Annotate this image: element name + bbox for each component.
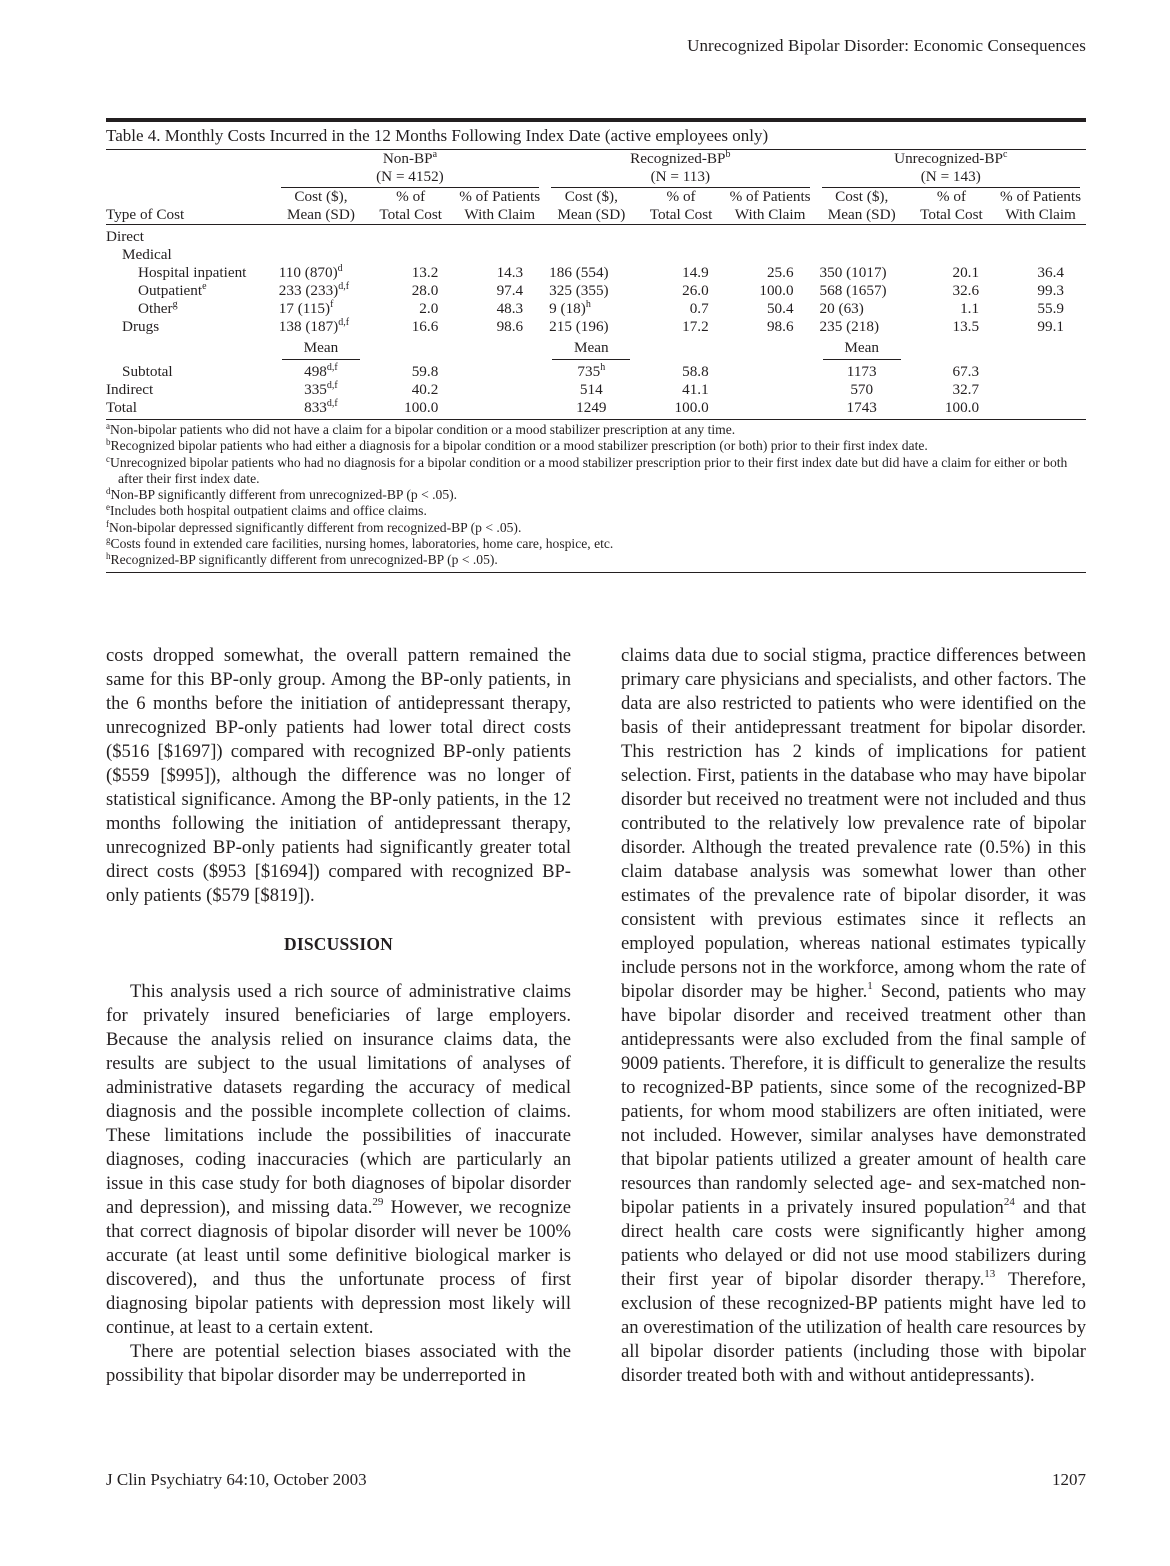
- citation: 1: [867, 980, 873, 992]
- pct-patients-cell: 97.4: [496, 282, 524, 299]
- pct-total-cell: 20.1: [952, 264, 980, 281]
- col-header-pct: % of Total Cost: [637, 188, 724, 225]
- pct-patients-cell: 36.4: [1037, 264, 1064, 281]
- paragraph: claims data due to social stigma, practice differences between primary care physicians and specialists, and other factors. The data are also restricted to patients who were identified on the basis of their antidepressant treatment for bipolar disorder. This restriction has 2 kinds of implications for patient selection. First, patients in the database who may have bipolar disorder but received no treatment were not included and thus contributed to the relatively low prevalence rate of bipolar disorder. Although the treated prevalence rate (0.5%) in this claim database analysis was somewhat lower than other estimates of the prevalence rate of bipolar disorder, it was consistent with previous estimates since it reflects an employed population, whereas national estimates typically include persons not in the workforce, among whom the rate of bipolar disorder may be higher.$^1$ Second, patients who may have bipolar disorder and received treatment other than antidepressants were also excluded from the final sample of 9009 patients. Therefore, it is difficult to generalize the results to recognized-BP patients, since some of the recognized-BP patients, for whom mood stabilizers are often initiated, were not included. However, similar analyses have demonstrated that bipolar patients utilized a greater amount of health care resources than randomly selected age- and sex-matched non-bipolar patients in a privately insured population$^{24}$ and that direct health care costs were significantly higher among patients who delayed or did not use mood stabilizers during their first year of bipolar disorder therapy.$^{13}$ Therefore, exclusion of these recognized-BP patients might have led to an overestimation of the utilization of health care resources by all bipolar disorder patients (including those with bipolar disorder treated both with and without antidepressants).: [621, 645, 1086, 1386]
- pct-patients-cell: 48.3: [496, 300, 524, 317]
- right-column: [621, 644, 1086, 1388]
- col-header-patients: % of Patients With Claim: [995, 188, 1086, 225]
- footnote: $^f$Non-bipolar depressed significantly different from recognized-BP (p < .05).: [106, 518, 522, 535]
- mean-cell: 1743: [846, 399, 877, 416]
- citation: 29: [372, 1196, 384, 1208]
- mean-cell: 833$^{d,f}$: [304, 398, 338, 416]
- table-row: [106, 381, 1086, 399]
- cost-cell: 138 $(187)^{d,f}$: [278, 317, 350, 335]
- table-row: [106, 363, 1086, 381]
- cost-cell: 215 (196): [549, 318, 609, 335]
- pct-total-cell: 100.0: [404, 399, 439, 416]
- table-row: [106, 318, 1086, 336]
- pct-total-cell: 16.6: [411, 318, 439, 335]
- row-label: Indirect: [106, 381, 154, 398]
- row-label: Other$^g$: [138, 299, 178, 317]
- mean-cell: 735$^h$: [577, 362, 606, 380]
- footnote: $^d$Non-BP significantly different from unrecognized-BP (p < .05).: [106, 486, 458, 503]
- pct-patients-cell: 100.0: [759, 282, 794, 299]
- column-header-row: [106, 188, 1086, 225]
- mean-cell: 570: [850, 381, 874, 398]
- pct-total-cell: 1.1: [960, 300, 980, 317]
- pct-patients-cell: 25.6: [766, 264, 794, 281]
- mean-label-row: [106, 336, 1086, 363]
- journal-citation: J Clin Psychiatry 64:10, October 2003: [106, 1470, 367, 1489]
- pct-patients-cell: 55.9: [1037, 300, 1064, 317]
- col-header-patients: % of Patients With Claim: [725, 188, 816, 225]
- pct-patients-cell: 50.4: [766, 300, 794, 317]
- footnote: $^a$Non-bipolar patients who did not have a claim for a bipolar condition or a mood stabilizer prescription at any time.: [106, 421, 736, 437]
- col-header-cost: Cost ($), Mean (SD): [545, 188, 637, 225]
- mean-label: Mean: [552, 339, 630, 360]
- cost-cell: 568 (1657): [819, 282, 887, 299]
- pct-total-cell: 100.0: [944, 399, 980, 416]
- table-4: [106, 118, 1086, 573]
- citation: 24: [1003, 1196, 1015, 1208]
- pct-total-cell: 28.0: [411, 282, 439, 299]
- pct-total-cell: 32.6: [952, 282, 980, 299]
- mean-label: Mean: [823, 339, 901, 360]
- pct-total-cell: 41.1: [682, 381, 709, 398]
- group-header-recognized: Recognized-$BP^b$ (N = 113): [545, 150, 815, 188]
- footnote: $^c$Unrecognized bipolar patients who had no diagnosis for a bipolar condition or a mood stabilizer prescription prior to their first index date but did have a claim for either or both after their first index date.: [106, 453, 1068, 486]
- pct-patients-cell: 14.3: [496, 264, 524, 281]
- cost-cell: 9 $(18)^h$: [549, 299, 591, 317]
- col-header-type: Type of Cost: [106, 188, 275, 225]
- pct-total-cell: 13.5: [952, 318, 980, 335]
- costs-table: [106, 150, 1086, 419]
- footnote: $^h$Recognized-BP significantly different from unrecognized-BP (p < .05).: [106, 551, 498, 568]
- row-label: Subtotal: [122, 363, 173, 380]
- row-label: Total: [106, 399, 137, 416]
- pct-total-cell: 26.0: [682, 282, 709, 299]
- pct-total-cell: 0.7: [689, 300, 709, 317]
- table-row: [106, 300, 1086, 318]
- table-row: [106, 399, 1086, 419]
- pct-total-cell: 13.2: [411, 264, 439, 281]
- col-header-patients: % of Patients With Claim: [454, 188, 545, 225]
- group-header-row: [106, 150, 1086, 188]
- footnote: $^b$Recognized bipolar patients who had either a diagnosis for a bipolar condition or a mood stabilizer prescription (or both) prior to their first index date.: [106, 437, 928, 454]
- paragraph: costs dropped somewhat, the overall pattern remained the same for this BP-only group. Among the BP-only patients, in the 6 months before the initiation of antidepressant therapy, unrecognized BP-only patients had lower total direct costs ($516 [$1697]) compared with recognized BP-only patients ($559 [$995]), although the difference was no longer of statistical significance. Among the BP-only patients, in the 12 months following the initiation of antidepressant therapy, unrecognized BP-only patients had significantly greater total direct costs ($953 [$1694]) compared with recognized BP-only patients ($579 [$819]).: [106, 645, 571, 906]
- pct-total-cell: 2.0: [419, 300, 439, 317]
- pct-total-cell: 32.7: [952, 381, 980, 398]
- mean-cell: 1173: [846, 363, 877, 380]
- cost-cell: 17 $(115)^f$: [278, 299, 334, 317]
- cost-cell: 20 (63): [819, 300, 864, 317]
- group-header-nonbp: Non-$BP^a$ (N = 4152): [275, 150, 545, 188]
- cost-cell: 186 (554): [549, 264, 609, 281]
- citation: 13: [984, 1268, 996, 1280]
- pct-patients-cell: 98.6: [766, 318, 794, 335]
- table-title: Table 4. Monthly Costs Incurred in the 12 Months Following Index Date (active employees only): [106, 122, 1086, 150]
- table-row: [106, 264, 1086, 282]
- cost-cell: 325 (355): [549, 282, 609, 299]
- group-header-unrecognized: Unrecognized-$BP^c$ (N = 143): [816, 150, 1086, 188]
- row-label: Drugs: [122, 318, 160, 335]
- cost-cell: 110 $(870)^d$: [278, 263, 343, 281]
- table-footnotes: [106, 419, 1086, 573]
- row-label: Hospital inpatient: [138, 264, 247, 281]
- pct-total-cell: 40.2: [411, 381, 439, 398]
- table-row-medical: Medical: [122, 246, 172, 263]
- col-header-cost: Cost ($), Mean (SD): [816, 188, 908, 225]
- mean-cell: 498$^{d,f}$: [304, 362, 338, 380]
- pct-patients-cell: 99.3: [1037, 282, 1064, 299]
- pct-total-cell: 17.2: [682, 318, 709, 335]
- footnote: $^g$Costs found in extended care facilities, nursing homes, laboratories, home care, hospice, etc.: [106, 535, 614, 552]
- pct-patients-cell: 99.1: [1037, 318, 1064, 335]
- section-heading-discussion: DISCUSSION: [284, 934, 393, 954]
- col-header-cost: Cost ($), Mean (SD): [275, 188, 367, 225]
- col-header-pct: % of Total Cost: [908, 188, 995, 225]
- running-head: Unrecognized Bipolar Disorder: Economic Consequences: [687, 36, 1086, 55]
- table-row-direct: Direct: [106, 228, 144, 245]
- pct-patients-cell: 98.6: [496, 318, 524, 335]
- pct-total-cell: 59.8: [411, 363, 439, 380]
- mean-label: Mean: [282, 339, 360, 360]
- table-row: [106, 282, 1086, 300]
- cost-cell: 233 $(233)^{d,f}$: [278, 281, 350, 299]
- mean-cell: 514: [579, 381, 603, 398]
- pct-total-cell: 58.8: [682, 363, 709, 380]
- page-number: 1207: [1052, 1470, 1086, 1489]
- left-column: [106, 644, 571, 1388]
- mean-cell: 335$^{d,f}$: [304, 380, 338, 398]
- mean-cell: 1249: [576, 399, 607, 416]
- paragraph: This analysis used a rich source of administrative claims for privately insured beneficiaries of large employers. Because the analysis relied on insurance claims data, the results are subject to the usual limitations of analyses of administrative datasets regarding the accuracy of medical diagnosis and the possible incomplete collection of claims. These limitations include the possibilities of inaccurate diagnoses, coding inaccuracies (which are particularly an issue in this case study for both diagnoses of bipolar disorder and depression), and missing data.$^{29}$ However, we recognize that correct diagnosis of bipolar disorder will never be 100% accurate (at least until some definitive biological marker is discovered), and thus the unfortunate process of first diagnosing bipolar patients with depression most likely will continue, at least to a certain extent.: [106, 981, 571, 1338]
- cost-cell: 350 (1017): [819, 264, 887, 281]
- paragraph: There are potential selection biases associated with the possibility that bipolar disorder may be underreported in: [106, 1341, 571, 1386]
- pct-total-cell: 100.0: [674, 399, 709, 416]
- col-header-pct: % of Total Cost: [367, 188, 454, 225]
- footnote: $^e$Includes both hospital outpatient claims and office claims.: [106, 502, 427, 519]
- cost-cell: 235 (218): [819, 318, 880, 335]
- pct-total-cell: 67.3: [952, 363, 980, 380]
- row-label: Outpatient$^e$: [138, 281, 207, 299]
- pct-total-cell: 14.9: [682, 264, 709, 281]
